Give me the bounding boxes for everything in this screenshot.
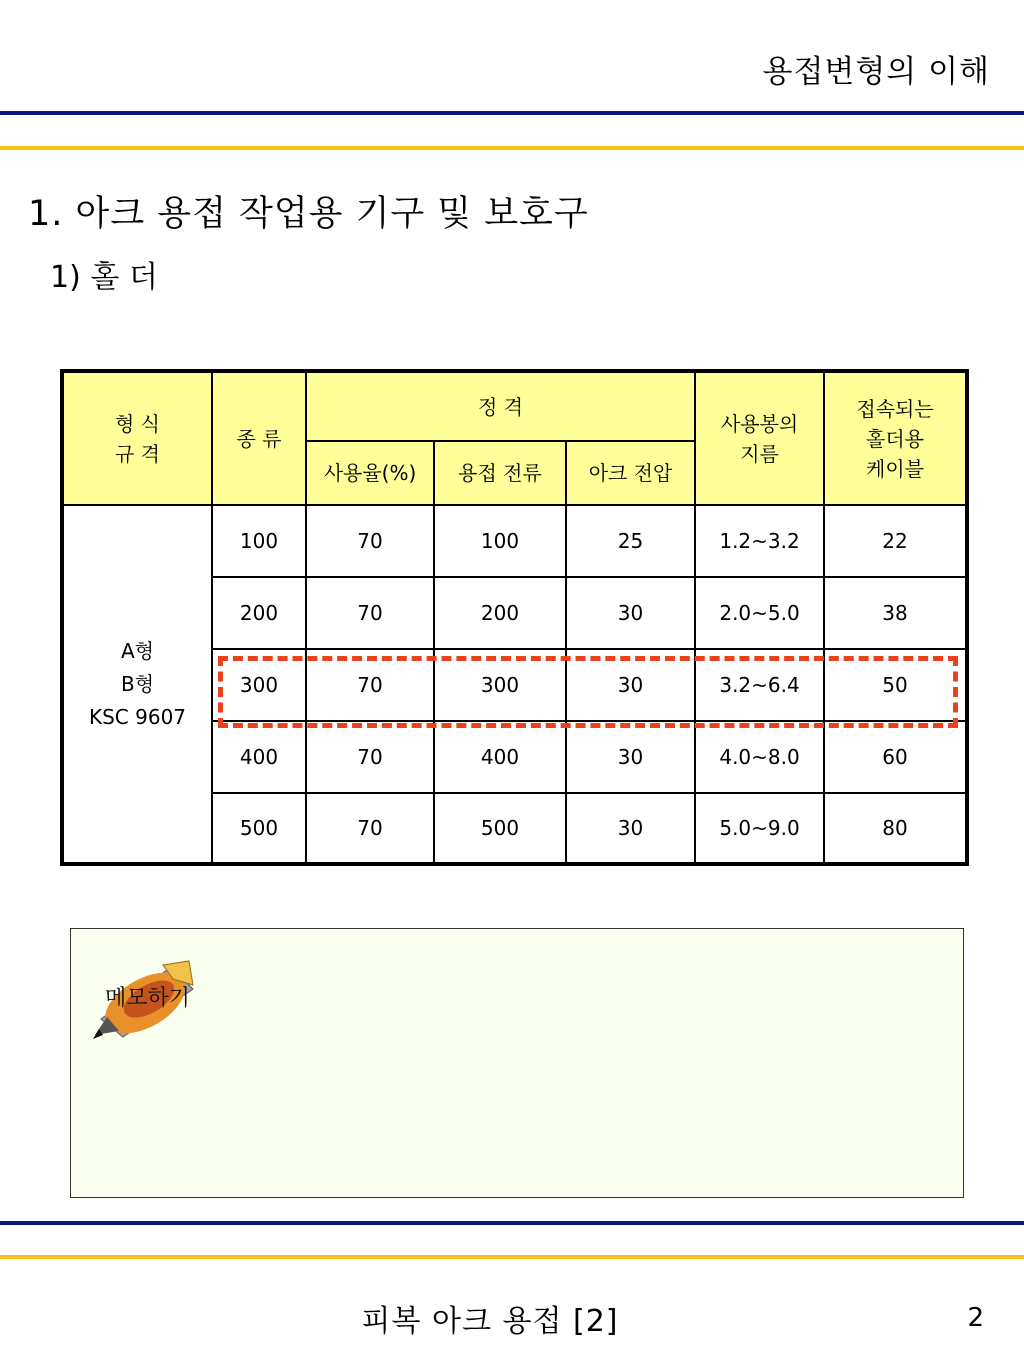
highlight-row-300 — [218, 656, 958, 728]
cell-cable: 80 — [824, 793, 967, 864]
cell-kind: 100 — [212, 505, 306, 577]
header-weld-current: 용접 전류 — [434, 441, 566, 505]
type-cell: A형 B형 KSC 9607 — [62, 505, 212, 864]
cell-usage: 70 — [306, 793, 434, 864]
memo-box[interactable] — [70, 928, 964, 1198]
cell-usage: 70 — [306, 505, 434, 577]
cell-rod: 4.0~8.0 — [695, 721, 824, 793]
cell-usage: 70 — [306, 721, 434, 793]
cell-kind: 400 — [212, 721, 306, 793]
footer-navy-rule — [0, 1221, 1024, 1225]
header-gold-rule — [0, 146, 1024, 150]
cell-current: 200 — [434, 577, 566, 649]
sub-title: 1) 홀 더 — [50, 260, 158, 295]
cell-usage: 70 — [306, 649, 434, 721]
cell-current: 100 — [434, 505, 566, 577]
cell-current: 500 — [434, 793, 566, 864]
footer-gold-rule — [0, 1255, 1024, 1259]
header-navy-rule — [0, 111, 1024, 115]
cell-usage: 70 — [306, 577, 434, 649]
cell-rod: 2.0~5.0 — [695, 577, 824, 649]
header-kind: 종 류 — [212, 371, 306, 505]
cell-rod: 5.0~9.0 — [695, 793, 824, 864]
cell-current: 400 — [434, 721, 566, 793]
main-title: 1. 아크 용접 작업용 기구 및 보호구 — [28, 194, 589, 234]
cell-voltage: 30 — [566, 577, 695, 649]
cell-voltage: 30 — [566, 793, 695, 864]
header-rating: 정 격 — [306, 371, 695, 441]
cell-cable: 38 — [824, 577, 967, 649]
holder-spec-table — [60, 369, 969, 866]
cell-current: 300 — [434, 649, 566, 721]
header-type-spec: 형 식 규 격 — [62, 371, 212, 505]
cell-voltage: 30 — [566, 721, 695, 793]
table-row — [62, 505, 967, 577]
cell-voltage: 30 — [566, 649, 695, 721]
page-number: 2 — [967, 1303, 984, 1333]
cell-kind: 500 — [212, 793, 306, 864]
cell-cable: 50 — [824, 649, 967, 721]
memo-label: 메모하기 — [105, 986, 191, 1011]
header-cable: 접속되는 홀더용 케이블 — [824, 371, 967, 505]
header-usage-rate: 사용율(%) — [306, 441, 434, 505]
cell-kind: 300 — [212, 649, 306, 721]
header-arc-voltage: 아크 전압 — [566, 441, 695, 505]
cell-kind: 200 — [212, 577, 306, 649]
cell-rod: 3.2~6.4 — [695, 649, 824, 721]
header-title: 용접변형의 이해 — [762, 54, 990, 90]
cell-cable: 60 — [824, 721, 967, 793]
cell-cable: 22 — [824, 505, 967, 577]
cell-rod: 1.2~3.2 — [695, 505, 824, 577]
header-rod-diameter: 사용봉의 지름 — [695, 371, 824, 505]
footer-title: 피복 아크 용접 [2] — [361, 1304, 619, 1339]
cell-voltage: 25 — [566, 505, 695, 577]
